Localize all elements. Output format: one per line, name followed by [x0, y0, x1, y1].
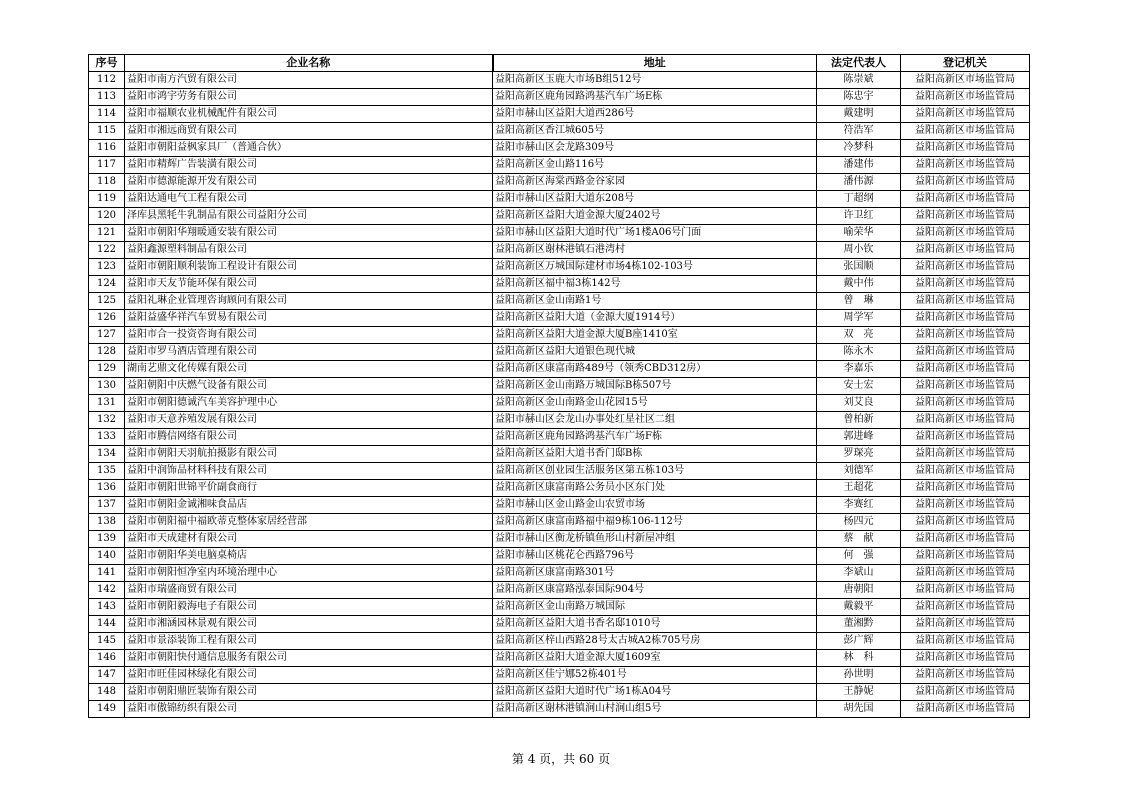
- registration-authority-cell: 益阳高新区市场监管局: [901, 582, 1030, 599]
- address-cell: 益阳高新区康富南路福中福9栋106-112号: [493, 514, 817, 531]
- legal-representative-cell: 丁超纲: [817, 191, 901, 208]
- legal-representative-cell: 冷梦科: [817, 140, 901, 157]
- registration-authority-cell: 益阳高新区市场监管局: [901, 565, 1030, 582]
- table-row: [89, 548, 1030, 565]
- table-row: [89, 412, 1030, 429]
- serial-cell: 132: [89, 412, 125, 429]
- serial-cell: 114: [89, 106, 125, 123]
- table-row: [89, 429, 1030, 446]
- company-name-cell: 益阳市德源能源开发有限公司: [125, 174, 493, 191]
- address-cell: 益阳高新区益阳大道（金源大厦1914号）: [493, 310, 817, 327]
- table-row: [89, 191, 1030, 208]
- serial-cell: 134: [89, 446, 125, 463]
- registration-authority-cell: 益阳高新区市场监管局: [901, 242, 1030, 259]
- company-name-cell: 益阳鑫源塑料制品有限公司: [125, 242, 493, 259]
- serial-cell: 143: [89, 599, 125, 616]
- address-cell: 益阳高新区康富路泓泰国际904号: [493, 582, 817, 599]
- registration-authority-cell: 益阳高新区市场监管局: [901, 293, 1030, 310]
- address-cell: 益阳高新区玉鹿大市场B组512号: [493, 72, 817, 89]
- registration-authority-cell: 益阳高新区市场监管局: [901, 123, 1030, 140]
- serial-cell: 148: [89, 684, 125, 701]
- company-name-cell: 益阳市福顺农业机械配件有限公司: [125, 106, 493, 123]
- legal-representative-cell: 戴建明: [817, 106, 901, 123]
- legal-representative-cell: 戴毅平: [817, 599, 901, 616]
- company-name-cell: 益阳市天友节能环保有限公司: [125, 276, 493, 293]
- registration-authority-cell: 益阳高新区市场监管局: [901, 157, 1030, 174]
- table-row: [89, 514, 1030, 531]
- serial-cell: 147: [89, 667, 125, 684]
- column-header-legal-representative: 法定代表人: [817, 55, 901, 72]
- address-cell: 益阳市赫山区会龙路309号: [493, 140, 817, 157]
- company-name-cell: 益阳市朝阳益枫家具厂（普通合伙）: [125, 140, 493, 157]
- registration-authority-cell: 益阳高新区市场监管局: [901, 429, 1030, 446]
- registration-authority-cell: 益阳高新区市场监管局: [901, 599, 1030, 616]
- address-cell: 益阳高新区益阳大道书香名邸1010号: [493, 616, 817, 633]
- company-name-cell: 益阳朝阳中庆燃气设备有限公司: [125, 378, 493, 395]
- registration-authority-cell: 益阳高新区市场监管局: [901, 650, 1030, 667]
- serial-cell: 121: [89, 225, 125, 242]
- table-row: [89, 157, 1030, 174]
- company-name-cell: 益阳市朝阳德诚汽车美容护理中心: [125, 395, 493, 412]
- address-cell: 益阳高新区金山南路金山花园15号: [493, 395, 817, 412]
- table-row: [89, 276, 1030, 293]
- legal-representative-cell: 刘艾良: [817, 395, 901, 412]
- legal-representative-cell: 董湘黔: [817, 616, 901, 633]
- serial-cell: 122: [89, 242, 125, 259]
- table-row: [89, 599, 1030, 616]
- table-row: [89, 208, 1030, 225]
- address-cell: 益阳高新区万城国际建材市场4栋102-103号: [493, 259, 817, 276]
- legal-representative-cell: 李赛红: [817, 497, 901, 514]
- registration-authority-cell: 益阳高新区市场监管局: [901, 106, 1030, 123]
- legal-representative-cell: 潘伟源: [817, 174, 901, 191]
- registration-authority-cell: 益阳高新区市场监管局: [901, 174, 1030, 191]
- address-cell: 益阳高新区金山南路万城国际: [493, 599, 817, 616]
- table-row: [89, 446, 1030, 463]
- legal-representative-cell: 李嘉乐: [817, 361, 901, 378]
- company-name-cell: 益阳市精辉广告装潢有限公司: [125, 157, 493, 174]
- serial-cell: 149: [89, 701, 125, 718]
- address-cell: 益阳高新区海棠西路金谷家园: [493, 174, 817, 191]
- company-name-cell: 泽库县黑牦牛乳制品有限公司益阳分公司: [125, 208, 493, 225]
- company-name-cell: 益阳益盛华祥汽车贸易有限公司: [125, 310, 493, 327]
- address-cell: 益阳高新区康富南路公务员小区东门处: [493, 480, 817, 497]
- legal-representative-cell: 孙世明: [817, 667, 901, 684]
- legal-representative-cell: 安士宏: [817, 378, 901, 395]
- legal-representative-cell: 周学军: [817, 310, 901, 327]
- registration-authority-cell: 益阳高新区市场监管局: [901, 412, 1030, 429]
- table-row: [89, 106, 1030, 123]
- address-cell: 益阳市赫山区益阳大道西286号: [493, 106, 817, 123]
- column-header-serial: 序号: [89, 55, 125, 72]
- serial-cell: 113: [89, 89, 125, 106]
- column-header-address: 地址: [493, 55, 817, 72]
- registration-authority-cell: 益阳高新区市场监管局: [901, 480, 1030, 497]
- table-row: [89, 667, 1030, 684]
- table-row: [89, 310, 1030, 327]
- address-cell: 益阳高新区益阳大道金源大厦B座1410室: [493, 327, 817, 344]
- company-name-cell: 益阳中润饰品材料科技有限公司: [125, 463, 493, 480]
- table-row: [89, 259, 1030, 276]
- company-name-cell: 益阳市朝阳华翔暖通安装有限公司: [125, 225, 493, 242]
- address-cell: 益阳高新区康富南路489号（领秀CBD312房）: [493, 361, 817, 378]
- registration-authority-cell: 益阳高新区市场监管局: [901, 259, 1030, 276]
- table-body: [89, 72, 1030, 718]
- registration-authority-cell: 益阳高新区市场监管局: [901, 361, 1030, 378]
- address-cell: 益阳市赫山区会龙山办事处红星社区二组: [493, 412, 817, 429]
- company-name-cell: 益阳市湘涵园林景观有限公司: [125, 616, 493, 633]
- company-name-cell: 益阳市鸿宇劳务有限公司: [125, 89, 493, 106]
- legal-representative-cell: 蔡 献: [817, 531, 901, 548]
- table-row: [89, 582, 1030, 599]
- legal-representative-cell: 周小钦: [817, 242, 901, 259]
- serial-cell: 119: [89, 191, 125, 208]
- address-cell: 益阳高新区益阳大道金源大厦1609室: [493, 650, 817, 667]
- registration-authority-cell: 益阳高新区市场监管局: [901, 191, 1030, 208]
- table-row: [89, 650, 1030, 667]
- table-row: [89, 242, 1030, 259]
- registration-authority-cell: 益阳高新区市场监管局: [901, 701, 1030, 718]
- registration-authority-cell: 益阳高新区市场监管局: [901, 667, 1030, 684]
- company-name-cell: 益阳市天成建材有限公司: [125, 531, 493, 548]
- company-name-cell: 益阳市旺佳园林绿化有限公司: [125, 667, 493, 684]
- address-cell: 益阳高新区香江城605号: [493, 123, 817, 140]
- legal-representative-cell: 张国顺: [817, 259, 901, 276]
- legal-representative-cell: 喻荣华: [817, 225, 901, 242]
- page-footer: 第 4 页，共 60 页: [511, 752, 611, 766]
- serial-cell: 131: [89, 395, 125, 412]
- legal-representative-cell: 唐朝阳: [817, 582, 901, 599]
- legal-representative-cell: 双 亮: [817, 327, 901, 344]
- serial-cell: 137: [89, 497, 125, 514]
- company-registry-table: [88, 54, 1030, 718]
- table-row: [89, 89, 1030, 106]
- table-row: [89, 225, 1030, 242]
- registration-authority-cell: 益阳高新区市场监管局: [901, 310, 1030, 327]
- serial-cell: 118: [89, 174, 125, 191]
- serial-cell: 142: [89, 582, 125, 599]
- legal-representative-cell: 胡先国: [817, 701, 901, 718]
- company-name-cell: 益阳市天意养殖发展有限公司: [125, 412, 493, 429]
- registration-authority-cell: 益阳高新区市场监管局: [901, 548, 1030, 565]
- legal-representative-cell: 符浩军: [817, 123, 901, 140]
- company-name-cell: 益阳市傲锦纺织有限公司: [125, 701, 493, 718]
- serial-cell: 112: [89, 72, 125, 89]
- legal-representative-cell: 曾柏新: [817, 412, 901, 429]
- address-cell: 益阳市赫山区桃花仑西路796号: [493, 548, 817, 565]
- company-name-cell: 益阳达通电气工程有限公司: [125, 191, 493, 208]
- serial-cell: 126: [89, 310, 125, 327]
- serial-cell: 139: [89, 531, 125, 548]
- company-name-cell: 益阳市朝阳世锦平价副食商行: [125, 480, 493, 497]
- legal-representative-cell: 王静妮: [817, 684, 901, 701]
- address-cell: 益阳高新区梓山西路28号太古城A2栋705号房: [493, 633, 817, 650]
- legal-representative-cell: 罗琛亮: [817, 446, 901, 463]
- address-cell: 益阳高新区福中福3栋142号: [493, 276, 817, 293]
- address-cell: 益阳高新区金山南路万城国际B栋507号: [493, 378, 817, 395]
- company-name-cell: 益阳市朝阳恒净室内环境治理中心: [125, 565, 493, 582]
- address-cell: 益阳高新区金山路116号: [493, 157, 817, 174]
- legal-representative-cell: 王超花: [817, 480, 901, 497]
- address-cell: 益阳高新区创业园生活服务区第五栋103号: [493, 463, 817, 480]
- table-row: [89, 701, 1030, 718]
- serial-cell: 130: [89, 378, 125, 395]
- registration-authority-cell: 益阳高新区市场监管局: [901, 395, 1030, 412]
- table-row: [89, 123, 1030, 140]
- table-row: [89, 361, 1030, 378]
- serial-cell: 125: [89, 293, 125, 310]
- serial-cell: 120: [89, 208, 125, 225]
- table-row: [89, 327, 1030, 344]
- column-header-company-name: 企业名称: [125, 55, 493, 72]
- company-name-cell: 益阳市罗马酒店管理有限公司: [125, 344, 493, 361]
- registration-authority-cell: 益阳高新区市场监管局: [901, 616, 1030, 633]
- legal-representative-cell: 陈永木: [817, 344, 901, 361]
- address-cell: 益阳市赫山区衡龙桥镇鱼形山村新屋冲组: [493, 531, 817, 548]
- legal-representative-cell: 郭进峰: [817, 429, 901, 446]
- serial-cell: 136: [89, 480, 125, 497]
- table-row: [89, 293, 1030, 310]
- table-row: [89, 531, 1030, 548]
- legal-representative-cell: 杨四元: [817, 514, 901, 531]
- table-row: [89, 565, 1030, 582]
- company-name-cell: 益阳市朝阳天羽航拍摄影有限公司: [125, 446, 493, 463]
- company-name-cell: 益阳市腾信网络有限公司: [125, 429, 493, 446]
- address-cell: 益阳市赫山区益阳大道时代广场1楼A06号门面: [493, 225, 817, 242]
- registration-authority-cell: 益阳高新区市场监管局: [901, 327, 1030, 344]
- address-cell: 益阳市赫山区益阳大道东208号: [493, 191, 817, 208]
- company-name-cell: 益阳市湘远商贸有限公司: [125, 123, 493, 140]
- registration-authority-cell: 益阳高新区市场监管局: [901, 140, 1030, 157]
- serial-cell: 115: [89, 123, 125, 140]
- serial-cell: 146: [89, 650, 125, 667]
- company-name-cell: 益阳市景添装饰工程有限公司: [125, 633, 493, 650]
- address-cell: 益阳高新区谢林港镇石港湾村: [493, 242, 817, 259]
- company-name-cell: 益阳市朝阳顺利装饰工程设计有限公司: [125, 259, 493, 276]
- table-header-row: [89, 55, 1030, 72]
- registration-authority-cell: 益阳高新区市场监管局: [901, 463, 1030, 480]
- table-row: [89, 684, 1030, 701]
- company-name-cell: 益阳市瑞盛商贸有限公司: [125, 582, 493, 599]
- registration-authority-cell: 益阳高新区市场监管局: [901, 89, 1030, 106]
- legal-representative-cell: 彭广辉: [817, 633, 901, 650]
- registration-authority-cell: 益阳高新区市场监管局: [901, 531, 1030, 548]
- address-cell: 益阳高新区谢林港镇涧山村涧山组5号: [493, 701, 817, 718]
- legal-representative-cell: 潘建伟: [817, 157, 901, 174]
- company-name-cell: 益阳礼琳企业管理咨询顾问有限公司: [125, 293, 493, 310]
- legal-representative-cell: 林 科: [817, 650, 901, 667]
- address-cell: 益阳高新区鹿角园路鸿基汽车广场E栋: [493, 89, 817, 106]
- address-cell: 益阳市赫山区金山路金山农贸市场: [493, 497, 817, 514]
- company-name-cell: 益阳市朝阳快付通信息服务有限公司: [125, 650, 493, 667]
- registration-authority-cell: 益阳高新区市场监管局: [901, 684, 1030, 701]
- legal-representative-cell: 曾 琳: [817, 293, 901, 310]
- table-row: [89, 72, 1030, 89]
- serial-cell: 140: [89, 548, 125, 565]
- registration-authority-cell: 益阳高新区市场监管局: [901, 72, 1030, 89]
- table-row: [89, 174, 1030, 191]
- registration-authority-cell: 益阳高新区市场监管局: [901, 344, 1030, 361]
- table-row: [89, 633, 1030, 650]
- column-header-registration-authority: 登记机关: [901, 55, 1030, 72]
- registration-authority-cell: 益阳高新区市场监管局: [901, 633, 1030, 650]
- registration-authority-cell: 益阳高新区市场监管局: [901, 276, 1030, 293]
- legal-representative-cell: 何 强: [817, 548, 901, 565]
- registration-authority-cell: 益阳高新区市场监管局: [901, 514, 1030, 531]
- legal-representative-cell: 许卫红: [817, 208, 901, 225]
- serial-cell: 133: [89, 429, 125, 446]
- table-row: [89, 497, 1030, 514]
- address-cell: 益阳高新区鹿角园路鸿基汽车广场F栋: [493, 429, 817, 446]
- company-name-cell: 益阳市朝阳福中福欧蒂克整体家居经营部: [125, 514, 493, 531]
- table-row: [89, 616, 1030, 633]
- company-name-cell: 益阳市南方汽贸有限公司: [125, 72, 493, 89]
- address-cell: 益阳高新区益阳大道书香门邸B栋: [493, 446, 817, 463]
- address-cell: 益阳高新区金山南路1号: [493, 293, 817, 310]
- registration-authority-cell: 益阳高新区市场监管局: [901, 208, 1030, 225]
- registration-authority-cell: 益阳高新区市场监管局: [901, 446, 1030, 463]
- address-cell: 益阳高新区益阳大道金源大厦2402号: [493, 208, 817, 225]
- company-name-cell: 益阳市合一投资咨询有限公司: [125, 327, 493, 344]
- legal-representative-cell: 陈忠宇: [817, 89, 901, 106]
- serial-cell: 127: [89, 327, 125, 344]
- table-row: [89, 463, 1030, 480]
- serial-cell: 138: [89, 514, 125, 531]
- serial-cell: 116: [89, 140, 125, 157]
- company-name-cell: 益阳市朝阳金诚湘味食品店: [125, 497, 493, 514]
- table-row: [89, 480, 1030, 497]
- address-cell: 益阳高新区康富南路301号: [493, 565, 817, 582]
- company-name-cell: 益阳市朝阳鼎匠装饰有限公司: [125, 684, 493, 701]
- legal-representative-cell: 陈崇斌: [817, 72, 901, 89]
- serial-cell: 145: [89, 633, 125, 650]
- serial-cell: 144: [89, 616, 125, 633]
- company-name-cell: 湖南艺鼎文化传媒有限公司: [125, 361, 493, 378]
- serial-cell: 129: [89, 361, 125, 378]
- registration-authority-cell: 益阳高新区市场监管局: [901, 225, 1030, 242]
- table-row: [89, 395, 1030, 412]
- address-cell: 益阳高新区益阳大道银色现代城: [493, 344, 817, 361]
- registration-authority-cell: 益阳高新区市场监管局: [901, 378, 1030, 395]
- company-name-cell: 益阳市朝阳毅海电子有限公司: [125, 599, 493, 616]
- address-cell: 益阳高新区益阳大道时代广场1栋A04号: [493, 684, 817, 701]
- serial-cell: 123: [89, 259, 125, 276]
- table-row: [89, 140, 1030, 157]
- legal-representative-cell: 刘德军: [817, 463, 901, 480]
- legal-representative-cell: 李斌山: [817, 565, 901, 582]
- table-row: [89, 378, 1030, 395]
- address-cell: 益阳高新区佳宁娜52栋401号: [493, 667, 817, 684]
- serial-cell: 128: [89, 344, 125, 361]
- serial-cell: 124: [89, 276, 125, 293]
- registration-authority-cell: 益阳高新区市场监管局: [901, 497, 1030, 514]
- table-row: [89, 344, 1030, 361]
- serial-cell: 117: [89, 157, 125, 174]
- serial-cell: 141: [89, 565, 125, 582]
- legal-representative-cell: 戴中伟: [817, 276, 901, 293]
- serial-cell: 135: [89, 463, 125, 480]
- company-name-cell: 益阳市朝阳华美电脑桌椅店: [125, 548, 493, 565]
